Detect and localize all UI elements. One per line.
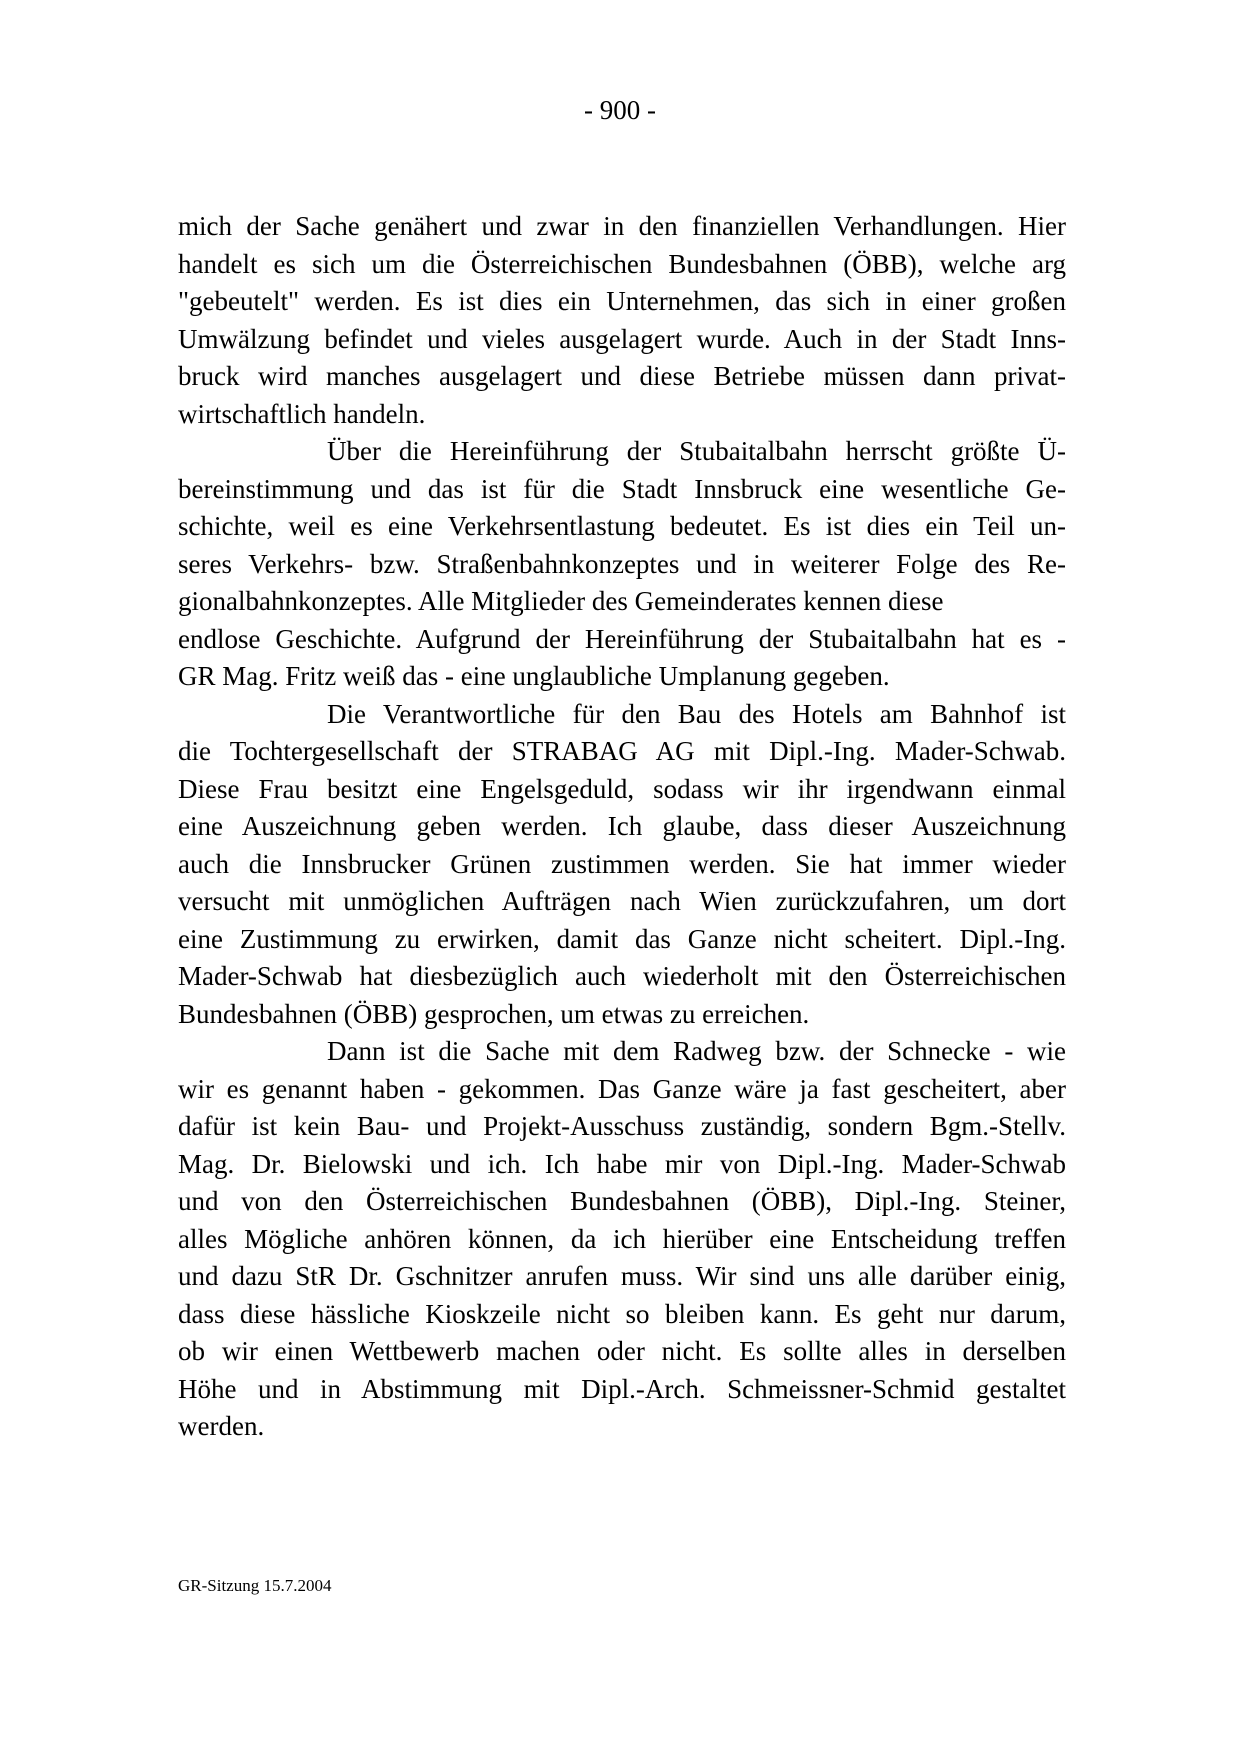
footer-session-date: GR-Sitzung 15.7.2004 <box>178 1576 332 1595</box>
text-line: Über die Hereinführung der Stubaitalbahn herrscht größte Ü- <box>327 436 1066 466</box>
text-line: und von den Österreichischen Bundesbahnen (ÖBB), Dipl.-Ing. Steiner, <box>178 1186 1066 1216</box>
text-line: GR Mag. Fritz weiß das - eine unglaubliche Umplanung gegeben. <box>178 661 890 691</box>
text-line: Diese Frau besitzt eine Engelsgeduld, sodass wir ihr irgendwann einmal <box>178 773 1066 804</box>
text-line: dafür ist kein Bau- und Projekt-Ausschuss zuständig, sondern Bgm.-Stellv. <box>178 1111 1066 1141</box>
text-line: eine Auszeichnung geben werden. Ich glaube, dass dieser Auszeichnung <box>178 811 1066 841</box>
text-line: wirtschaftlich handeln. <box>178 398 426 429</box>
text-line: ob wir einen Wettbewerb machen oder nicht. Es sollte alles in derselben <box>178 1336 1066 1366</box>
text-line: Umwälzung befindet und vieles ausgelagert wurde. Auch in der Stadt Inns- <box>178 323 1066 354</box>
text-line: Mag. Dr. Bielowski und ich. Ich habe mir von Dipl.-Ing. Mader-Schwab <box>178 1148 1066 1179</box>
paragraph-2 <box>178 433 1066 696</box>
text-line: werden. <box>178 1411 265 1441</box>
text-line: handelt es sich um die Österreichischen Bundesbahnen (ÖBB), welche arg <box>178 248 1066 279</box>
text-line: und dazu StR Dr. Gschnitzer anrufen muss. Wir sind uns alle darüber einig, <box>178 1261 1066 1291</box>
text-line: "gebeutelt" werden. Es ist dies ein Unternehmen, das sich in einer großen <box>178 286 1066 316</box>
paragraph-4 <box>178 1033 1066 1446</box>
paragraph-1 <box>178 208 1066 433</box>
page-number: - 900 - <box>584 95 656 125</box>
paragraph-3 <box>178 696 1066 1034</box>
text-line: seres Verkehrs- bzw. Straßenbahnkonzeptes und in weiterer Folge des Re- <box>178 548 1066 579</box>
text-line: Dann ist die Sache mit dem Radweg bzw. der Schnecke - wie <box>327 1036 1066 1066</box>
text-line: endlose Geschichte. Aufgrund der Hereinführung der Stubaitalbahn hat es - <box>178 623 1066 654</box>
text-line: gionalbahnkonzeptes. Alle Mitglieder des Gemeinderates kennen diese <box>178 586 944 616</box>
text-line: Bundesbahnen (ÖBB) gesprochen, um etwas zu erreichen. <box>178 998 810 1029</box>
text-line: mich der Sache genähert und zwar in den finanziellen Verhandlungen. Hier <box>178 211 1066 241</box>
text-line: dass diese hässliche Kioskzeile nicht so bleiben kann. Es geht nur darum, <box>178 1298 1066 1329</box>
text-line: Mader-Schwab hat diesbezüglich auch wiederholt mit den Österreichischen <box>178 961 1066 991</box>
body-text <box>178 208 1066 1446</box>
text-line: bereinstimmung und das ist für die Stadt Innsbruck eine wesentliche Ge- <box>178 473 1066 504</box>
text-line: alles Mögliche anhören können, da ich hierüber eine Entscheidung treffen <box>178 1223 1066 1254</box>
text-line: Die Verantwortliche für den Bau des Hotels am Bahnhof ist <box>327 698 1066 729</box>
text-line: schichte, weil es eine Verkehrsentlastung bedeutet. Es ist dies ein Teil un- <box>178 511 1066 541</box>
text-line: bruck wird manches ausgelagert und diese Betriebe müssen dann privat- <box>178 361 1066 391</box>
text-line: eine Zustimmung zu erwirken, damit das Ganze nicht scheitert. Dipl.-Ing. <box>178 923 1066 954</box>
text-line: wir es genannt haben - gekommen. Das Ganze wäre ja fast gescheitert, aber <box>178 1073 1066 1104</box>
text-line: Höhe und in Abstimmung mit Dipl.-Arch. Schmeissner-Schmid gestaltet <box>178 1373 1066 1404</box>
text-line: auch die Innsbrucker Grünen zustimmen werden. Sie hat immer wieder <box>178 848 1066 879</box>
text-line: die Tochtergesellschaft der STRABAG AG mit Dipl.-Ing. Mader-Schwab. <box>178 736 1066 766</box>
text-line: versucht mit unmöglichen Aufträgen nach Wien zurückzufahren, um dort <box>178 886 1066 916</box>
